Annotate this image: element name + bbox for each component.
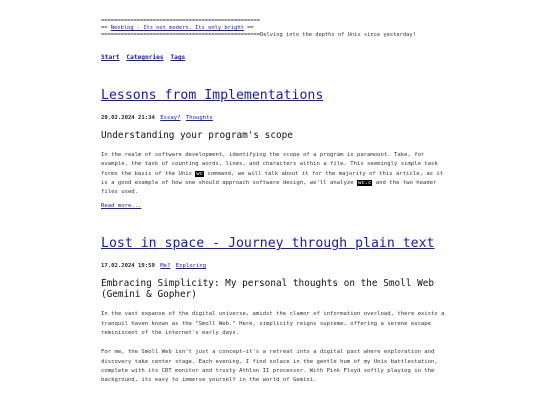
site-banner	[101, 18, 446, 39]
nav-tags-link[interactable]: Tags	[170, 54, 186, 61]
post-excerpt	[101, 151, 446, 197]
post-subtitle: Understanding your program's scope	[101, 130, 293, 141]
read-more-link[interactable]: Read more...	[101, 203, 142, 210]
post-category-link[interactable]: Me?	[160, 263, 171, 270]
inline-code: wc	[196, 170, 204, 177]
post-title	[101, 235, 446, 252]
post-date: 20.02.2024 21:34	[101, 115, 155, 121]
post-tag-link[interactable]: Thoughts	[185, 115, 213, 121]
page-container	[101, 0, 446, 386]
nav-categories-link[interactable]: Categories	[126, 54, 164, 61]
post-date: 17.02.2024 19:59	[101, 263, 155, 270]
post-category-link[interactable]: Essay?	[160, 115, 181, 121]
inline-code: wc.c	[357, 179, 372, 186]
post-entry	[101, 235, 446, 385]
banner-rule-bottom: =================================================	[101, 32, 261, 38]
post-subtitle: Embracing Simplicity: My personal thoughts on the Smoll Web (Gemini & Gopher)	[101, 278, 435, 301]
excerpt-text: and the two header files used.	[101, 179, 437, 196]
banner-suffix: ==	[243, 25, 254, 31]
post-entry	[101, 87, 446, 209]
post-paragraph: For me, the Smoll Web isn't just a concept—it's a retreat into a digital past where exploration and discovery take center stage. Each evening, I find solace in the gentle hum of my Unix battlestation, complete with its CRT monitor and trusty Athlon II processor. With Pink Floyd softly playing in the background, its easy to immerse yourself in the world of Gemini.	[101, 349, 438, 384]
excerpt-text: command, we will talk about it for the majority of this article, as it is a good example of how one should approach software design, we'll analyze	[101, 170, 444, 186]
main-nav	[101, 54, 446, 61]
excerpt-text: In the realm of software development, identifying the scope of a program is paramount. Take, for example, the task of counting words, lines, and characters within a file. This seemingly simple task forms the basis of the Unix	[101, 152, 438, 177]
post-tag-link[interactable]: Exploring	[175, 263, 207, 270]
post-paragraph: In the vast expanse of the digital universe, amidst the clamor of information overload, there exists a tranquil haven known as the "Smoll Web." Here, simplicity reigns supreme, offering a serene escape reminiscent of the internet's early days.	[101, 311, 445, 337]
post-meta	[101, 115, 446, 121]
post-title	[101, 87, 446, 104]
post-meta	[101, 263, 446, 269]
blog-home-link[interactable]: Neoblog - Its not modern. Its only bright	[110, 25, 244, 31]
post-title-link[interactable]: Lost in space - Journey through plain text	[101, 236, 435, 252]
post-title-link[interactable]: Lessons from Implementations	[101, 88, 324, 103]
nav-start-link[interactable]: Start	[101, 54, 120, 61]
banner-rule-top: =================================================	[101, 18, 261, 24]
banner-prefix: ==	[101, 25, 111, 31]
site-tagline: Delving into the depths of Unix since yesterday!	[260, 32, 416, 38]
